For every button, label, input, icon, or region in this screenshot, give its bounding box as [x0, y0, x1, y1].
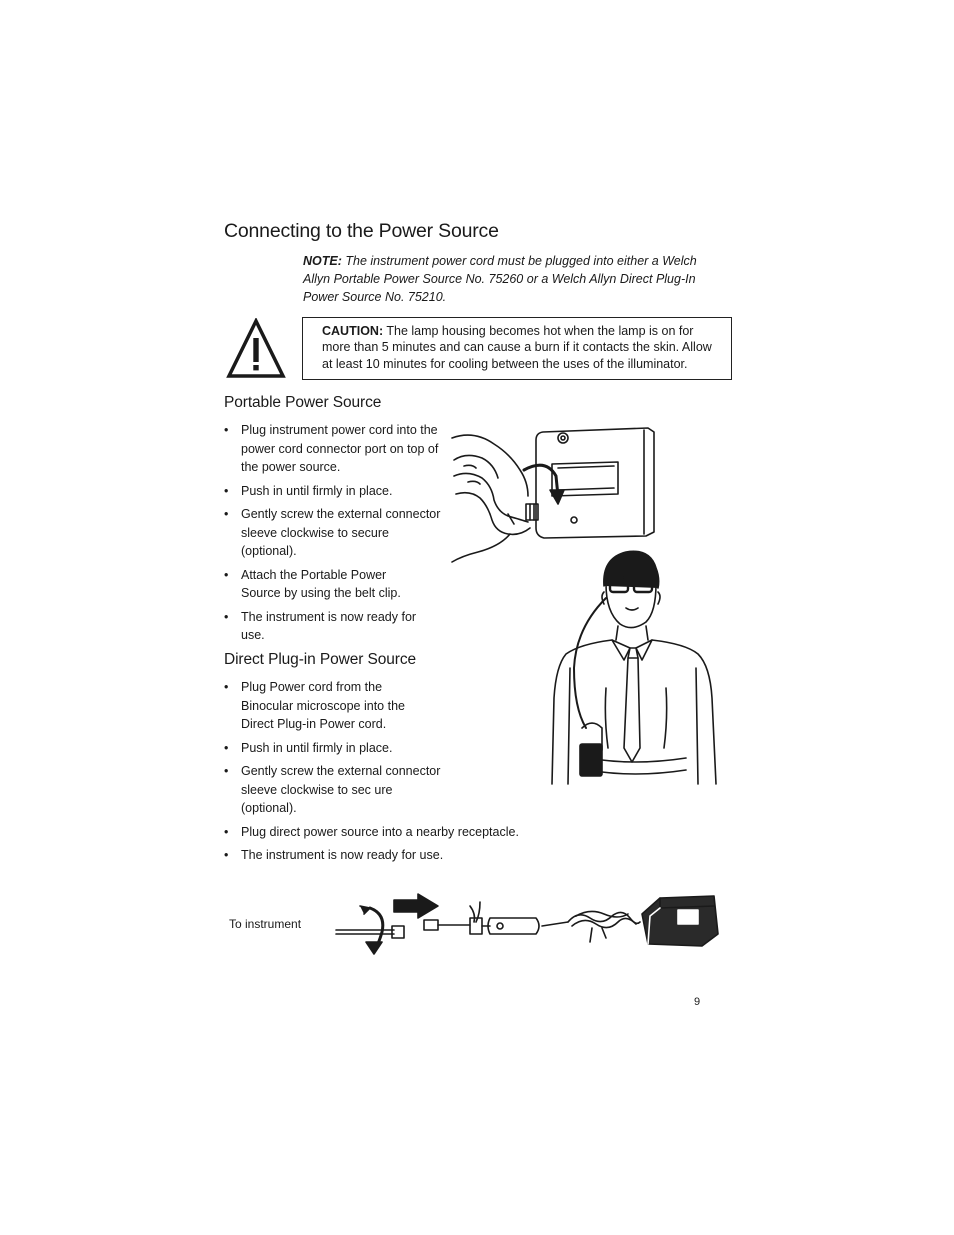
bullet: • [224, 848, 229, 862]
direct-plugin-cord-illustration [330, 888, 720, 958]
to-instrument-label: To instrument [229, 917, 302, 931]
bullet: • [224, 824, 229, 839]
list-item [224, 846, 571, 865]
list-item-text: Push in until firmly in place. [241, 740, 393, 755]
note-paragraph [303, 252, 723, 306]
list-item [224, 678, 421, 734]
bullet: • [224, 423, 229, 437]
list-item-text: Plug instrument power cord into the power cord connector port on top of the power source. [241, 423, 439, 474]
note-text: The instrument power cord must be plugged into either a Welch Allyn Portable Power Source No. 75260 or a Welch Allyn Direct Plug-In Power Source No. 75210. [303, 254, 697, 304]
list-item [224, 739, 554, 758]
bullet: • [224, 483, 229, 498]
note-label: NOTE: [303, 254, 342, 268]
bullet: • [224, 764, 229, 778]
portable-power-source-illustration [448, 424, 660, 564]
caution-label: CAUTION: [322, 324, 384, 338]
list-item [224, 762, 441, 818]
list-item [224, 566, 426, 603]
portable-steps-list [224, 421, 444, 650]
direct-plugin-heading: Direct Plug-in Power Source [224, 651, 416, 668]
caution-text: The lamp housing becomes hot when the lamp is on for more than 5 minutes and can cause a burn if it contacts the skin. Allow at least 10 minutes for cooling between the uses of the illuminator. [322, 324, 712, 371]
list-item-text: The instrument is now ready for use. [241, 609, 417, 642]
list-item-text: Plug Power cord from the Binocular microscope into the Direct Plug-in Power cord. [241, 680, 405, 731]
list-item-text: Gently screw the external connector sleeve clockwise to sec ure (optional). [241, 764, 441, 815]
list-item [224, 608, 421, 645]
caution-box [302, 317, 732, 380]
bullet: • [224, 507, 229, 521]
direct-steps-list [224, 678, 554, 870]
list-item-text: Attach the Portable Power Source by using the belt clip. [241, 567, 401, 600]
list-item-text: The instrument is now ready for use. [241, 848, 444, 862]
page-number: 9 [694, 996, 701, 1008]
warning-icon [226, 318, 286, 378]
page-title: Connecting to the Power Source [224, 220, 499, 242]
list-item [224, 421, 444, 477]
list-item-text: Plug direct power source into a nearby receptacle. [241, 824, 519, 839]
list-item [224, 505, 444, 561]
list-item-text: Push in until firmly in place. [241, 483, 393, 498]
bullet: • [224, 609, 229, 624]
bullet: • [224, 680, 229, 694]
bullet: • [224, 740, 229, 755]
list-item [224, 823, 571, 842]
list-item [224, 482, 444, 501]
bullet: • [224, 567, 229, 582]
portable-power-heading: Portable Power Source [224, 394, 382, 411]
person-wearing-power-source-illustration [546, 548, 724, 788]
list-item-text: Gently screw the external connector sleeve clockwise to secure (optional). [241, 507, 441, 558]
